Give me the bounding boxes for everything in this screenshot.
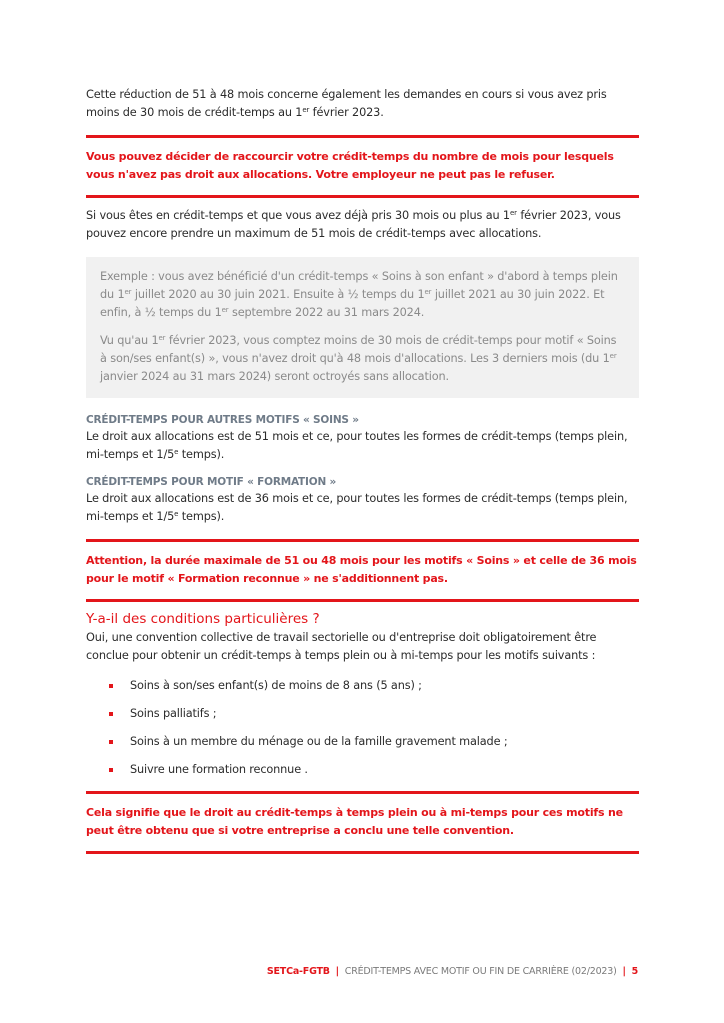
intro-paragraph: Cette réduction de 51 à 48 mois concerne également les demandes en cours si vous avez pris moins de 30 mois de crédit-temps au 1er février 2023. [86,88,607,119]
section-text-soins: Le droit aux allocations est de 51 mois et ce, pour toutes les formes de crédit-temps (temps plein, mi-temps et 1/5e temps). [86,430,628,461]
section-heading-soins: CRÉDIT-TEMPS POUR AUTRES MOTIFS « SOINS » [86,414,359,426]
bullet-square-icon [109,712,113,716]
example-paragraph-2: Vu qu'au 1er février 2023, vous comptez moins de 30 mois de crédit-temps pour motif « Soins à son/ses enfant(s) », vous n'avez droit qu'à 48 mois d'allocations. Les 3 derniers mois (du 1er janvier 2024 au 31 mars 2024) seront octroyés sans allocation. [100,334,617,383]
list-item: Soins à son/ses enfant(s) de moins de 8 ans (5 ans) ; [86,677,639,695]
conditions-text: Oui, une convention collective de travail sectorielle ou d'entreprise doit obligatoirement être conclue pour obtenir un crédit-temps à temps plein ou à mi-temps pour les motifs suivants : [86,631,597,662]
bullet-square-icon [109,740,113,744]
section-heading-formation: CRÉDIT-TEMPS POUR MOTIF « FORMATION » [86,476,337,488]
callout-shorten: Vous pouvez décider de raccourcir votre crédit-temps du nombre de mois pour lesquels vous n'avez pas droit aux allocations. Votre employeur ne peut pas le refuser. [86,150,614,181]
example-box [86,257,639,398]
bullet-square-icon [109,684,113,688]
callout-convention: Cela signifie que le droit au crédit-temps à temps plein ou à mi-temps pour ces motifs ne peut être obtenu que si votre entreprise a conclu une telle convention. [86,806,623,837]
list-item: Suivre une formation reconnue . [86,761,639,779]
conditions-heading: Y-a-il des conditions particulières ? [86,611,320,627]
page-number: 5 [631,966,638,977]
footer-separator: | [622,966,626,977]
red-divider [86,851,639,854]
paragraph-30-months: Si vous êtes en crédit-temps et que vous avez déjà pris 30 mois ou plus au 1er février 2023, vous pouvez encore prendre un maximum de 51 mois de crédit-temps avec allocations. [86,209,621,240]
example-paragraph-1: Exemple : vous avez bénéficié d'un crédit-temps « Soins à son enfant » d'abord à temps plein du 1er juillet 2020 au 30 juin 2021. Ensuite à ½ temps du 1er juillet 2021 au 30 juin 2022. Et enfin, à ½ temps du 1er septembre 2022 au 31 mars 2024. [100,270,618,319]
section-text-formation: Le droit aux allocations est de 36 mois et ce, pour toutes les formes de crédit-temps (temps plein, mi-temps et 1/5e temps). [86,492,628,523]
bullet-square-icon [109,768,113,772]
footer-brand: SETCa-FGTB [266,966,330,977]
callout-attention: Attention, la durée maximale de 51 ou 48 mois pour les motifs « Soins » et celle de 36 mois pour le motif « Formation reconnue » ne s'additionnent pas. [86,554,637,585]
list-item: Soins palliatifs ; [86,705,639,723]
footer-separator: | [335,966,339,977]
footer-title: CRÉDIT-TEMPS AVEC MOTIF OU FIN DE CARRIÈRE (02/2023) [344,966,617,977]
motifs-list [86,677,639,779]
page-footer [267,966,638,977]
document-page [86,0,639,854]
list-item: Soins à un membre du ménage ou de la famille gravement malade ; [86,733,639,751]
